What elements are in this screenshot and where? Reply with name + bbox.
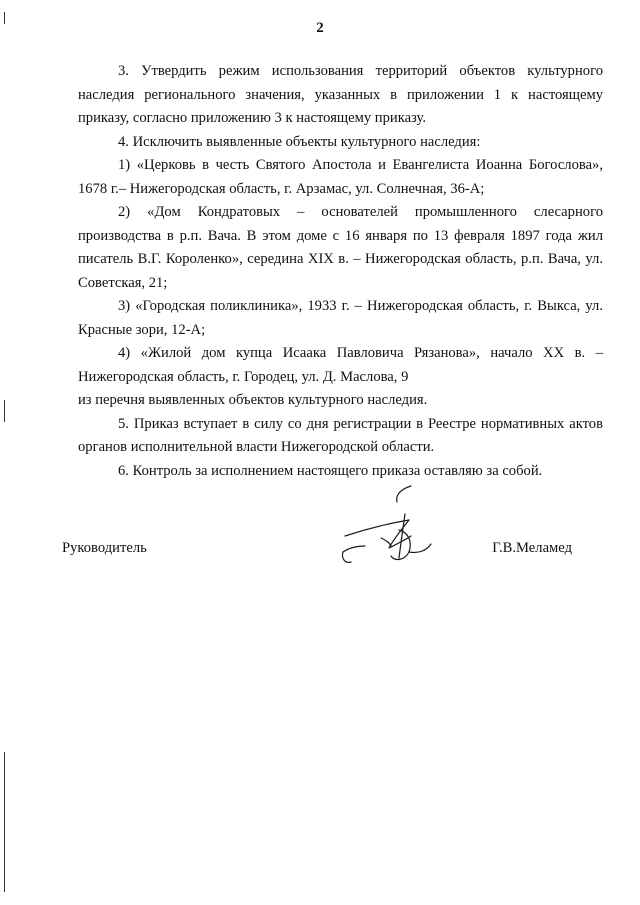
signer-name: Г.В.Меламед: [492, 540, 572, 556]
list-item-city-polyclinic: 3) «Городская поликлиника», 1933 г. – Нижегородская область, г. Выкса, ул. Красные зори, 12-А;: [78, 298, 603, 338]
paragraph-control: 6. Контроль за исполнением настоящего приказа оставляю за собой.: [118, 462, 543, 479]
signer-title: Руководитель: [62, 540, 147, 556]
list-item-church: 1) «Церковь в честь Святого Апостола и Евангелиста Иоанна Богослова», 1678 г.– Нижегородская область, г. Арзамас, ул. Солнечная, 36-А;: [78, 157, 603, 197]
document-body: [78, 60, 603, 483]
list-item-ryazanov-house: 4) «Жилой дом купца Исаака Павловича Рязанова», начало XX в. – Нижегородская область, г. Городец, ул. Д. Маслова, 9: [78, 345, 603, 385]
paragraph-exclude-objects: 4. Исключить выявленные объекты культурного наследия:: [118, 133, 481, 150]
scan-edge-line: [4, 400, 5, 422]
handwritten-signature: [335, 478, 445, 573]
page-number: 2: [316, 20, 324, 36]
list-item-kondratov-house: 2) «Дом Кондратовых – основателей промышленного слесарного производства в р.п. Вача. В этом доме с 16 января по 13 февраля 1897 года жил писатель В.Г. Короленко», середина XIX в. – Нижегородская область, р.п. Вача, ул. Советская, 21;: [78, 204, 603, 291]
scan-edge-line: [4, 752, 5, 892]
paragraph-list-closing: из перечня выявленных объектов культурного наследия.: [78, 392, 428, 408]
paragraph-effective-date: 5. Приказ вступает в силу со дня регистрации в Реестре нормативных актов органов исполнительной власти Нижегородской области.: [78, 415, 603, 455]
signature-block: [62, 540, 572, 564]
scan-edge-line: [4, 12, 5, 24]
paragraph-approve-regime: 3. Утвердить режим использования территорий объектов культурного наследия регионального значения, указанных в приложении 1 к настоящему приказу, согласно приложению 3 к настоящему приказу.: [78, 63, 603, 126]
